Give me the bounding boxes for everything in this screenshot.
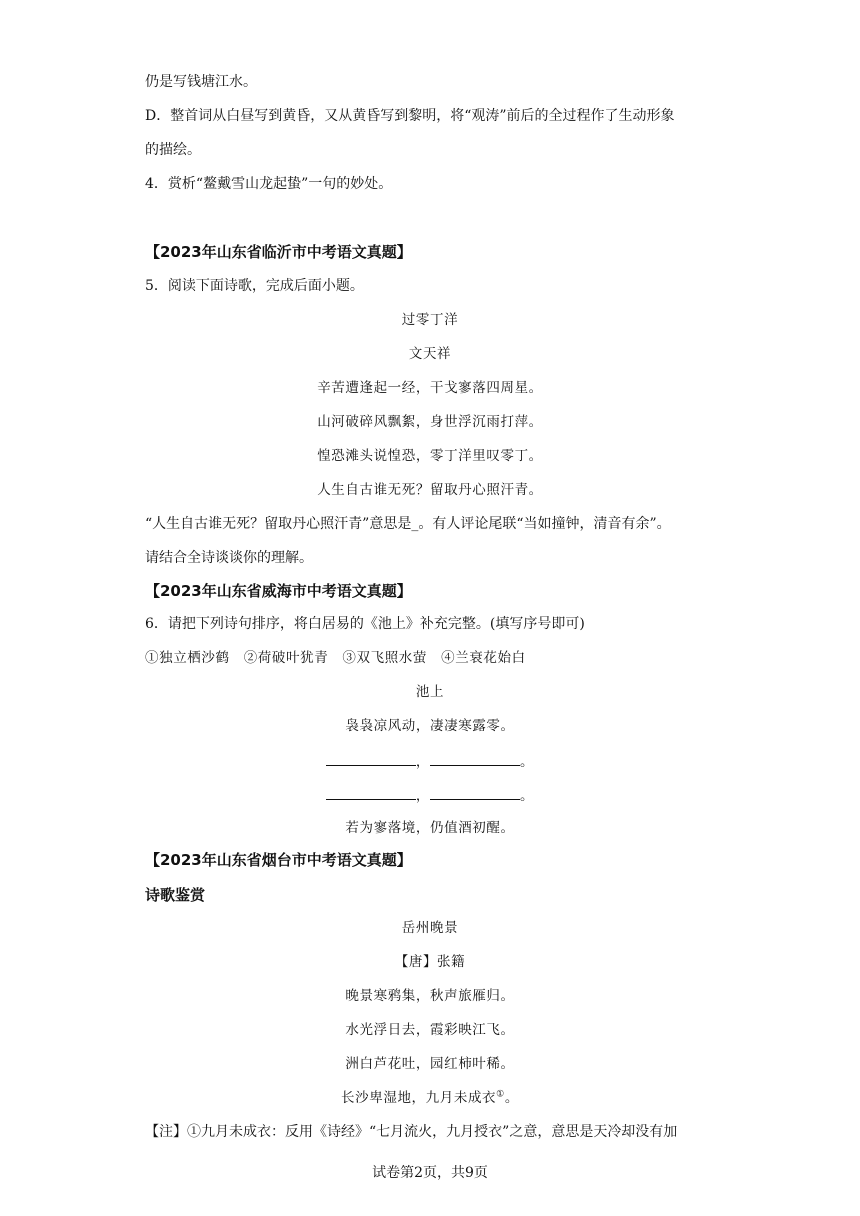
options-list: ①独立栖沙鹤 ②荷破叶犹青 ③双飞照水萤 ④兰衰花始白 bbox=[145, 650, 526, 666]
question-text: 请结合全诗谈谈你的理解。 bbox=[145, 550, 313, 566]
punct: ， bbox=[415, 754, 430, 770]
poem-line bbox=[0, 1088, 860, 1108]
poem-line-text: 长沙卑湿地，九月未成衣 bbox=[341, 1090, 497, 1106]
question-4: 4．赏析“鳌戴雪山龙起蛰”一句的妙处。 bbox=[145, 176, 393, 192]
poem-line: 辛苦遭逢起一经，干戈寥落四周星。 bbox=[317, 380, 543, 396]
poem-line: 若为寥落境，仍值酒初醒。 bbox=[345, 820, 515, 836]
page-footer: 试卷第2页，共9页 bbox=[372, 1165, 488, 1181]
poem-title: 池上 bbox=[415, 684, 445, 700]
punct: 。 bbox=[520, 754, 535, 770]
text-line: 仍是写钱塘江水。 bbox=[145, 74, 257, 90]
answer-blank[interactable] bbox=[430, 787, 520, 800]
fill-blank-row bbox=[0, 752, 860, 772]
section-heading-linyi: 【2023年山东省临沂市中考语文真题】 bbox=[145, 243, 412, 261]
poem-line: 山河破碎风飘絮，身世浮沉雨打萍。 bbox=[317, 414, 543, 430]
section-heading-weihai: 【2023年山东省威海市中考语文真题】 bbox=[145, 582, 412, 600]
poem-line: 洲白芦花吐，园红柿叶稀。 bbox=[345, 1056, 515, 1072]
poem-line: 惶恐滩头说惶恐，零丁洋里叹零丁。 bbox=[317, 448, 543, 464]
question-6: 6．请把下列诗句排序，将白居易的《池上》补充完整。(填写序号即可) bbox=[145, 616, 585, 632]
question-text: “人生自古谁无死？留取丹心照汗青”意思是_。有人评论尾联“当如撞钟，清音有余”。 bbox=[145, 516, 671, 532]
answer-blank[interactable] bbox=[326, 787, 416, 800]
section-heading-yantai: 【2023年山东省烟台市中考语文真题】 bbox=[145, 851, 412, 869]
question-5: 5．阅读下面诗歌，完成后面小题。 bbox=[145, 278, 364, 294]
footnote-mark: ① bbox=[496, 1089, 505, 1100]
answer-blank[interactable] bbox=[430, 753, 520, 766]
poem-line: 晚景寒鸦集，秋声旅雁归。 bbox=[345, 988, 515, 1004]
poem-line: 水光浮日去，霞彩映江飞。 bbox=[345, 1022, 515, 1038]
subheading: 诗歌鉴赏 bbox=[145, 886, 206, 904]
text-line: 的描绘。 bbox=[145, 142, 201, 158]
poem-title: 过零丁洋 bbox=[401, 312, 459, 328]
poem-author: 文天祥 bbox=[408, 346, 452, 362]
poem-line: 人生自古谁无死？留取丹心照汗青。 bbox=[317, 482, 543, 498]
punct: ， bbox=[415, 788, 430, 804]
footnote: 【注】①九月未成衣：反用《诗经》“七月流火，九月授衣”之意，意思是天冷却没有加 bbox=[145, 1124, 678, 1140]
poem-title: 岳州晚景 bbox=[401, 920, 459, 936]
poem-line: 袅袅凉风动，凄凄寒露零。 bbox=[345, 718, 515, 734]
answer-blank[interactable] bbox=[326, 753, 416, 766]
punct: 。 bbox=[504, 1090, 519, 1106]
fill-blank-row bbox=[0, 786, 860, 806]
option-d: D．整首词从白昼写到黄昏，又从黄昏写到黎明，将“观涛”前后的全过程作了生动形象 bbox=[145, 108, 675, 124]
poem-author: 【唐】张籍 bbox=[394, 954, 466, 970]
punct: 。 bbox=[520, 788, 535, 804]
